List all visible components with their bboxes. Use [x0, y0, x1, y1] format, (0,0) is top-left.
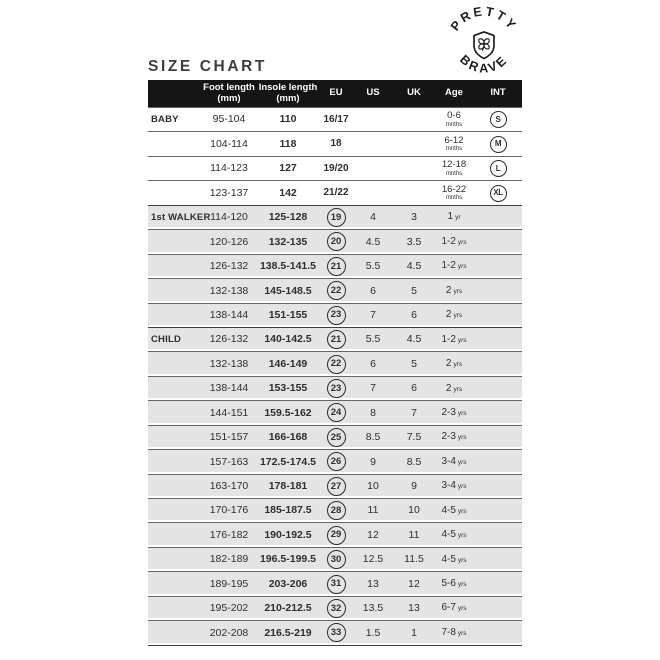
age-cell	[434, 310, 474, 320]
foot-length-value: 138-144	[209, 382, 249, 395]
eu-size-value: 32	[327, 599, 346, 618]
table-row	[148, 474, 522, 498]
table-body	[148, 107, 522, 646]
eu-size-cell	[320, 232, 352, 251]
uk-size-value: 6	[411, 308, 417, 321]
foot-length-value: 123-137	[209, 186, 249, 199]
insole-length-value: 145-148.5	[264, 284, 312, 297]
table-row	[148, 303, 522, 327]
eu-size-value: 19	[327, 208, 346, 227]
uk-size-value: 3	[411, 211, 417, 224]
header-eu: EU	[329, 87, 343, 99]
us-size-value: 13	[367, 577, 379, 590]
age-unit-label: mnths	[445, 195, 463, 202]
age-value: 1	[447, 211, 454, 223]
age-unit-label: mnths	[445, 170, 463, 177]
insole-length-value: 138.5-141.5	[259, 260, 317, 273]
table-row	[148, 180, 522, 204]
table-row	[148, 254, 522, 278]
insole-length-value: 203-206	[268, 577, 308, 590]
logo-text-top: PRETTY	[447, 4, 521, 34]
eu-size-cell	[320, 188, 352, 198]
age-cell	[434, 384, 474, 394]
age-value: 3-4	[441, 455, 456, 467]
section-label: CHILD	[151, 333, 182, 345]
foot-length-value: 189-195	[209, 577, 249, 590]
clover-icon	[478, 38, 491, 51]
section-label: BABY	[151, 113, 179, 125]
uk-size-value: 11	[408, 528, 420, 541]
age-value: 2	[445, 284, 452, 296]
table-row	[148, 449, 522, 473]
us-size-value: 7	[370, 308, 376, 321]
age-unit-label: yrs	[457, 629, 467, 637]
table-row	[148, 131, 522, 155]
us-size-value: 4	[370, 211, 376, 224]
age-value: 2	[445, 358, 452, 370]
insole-length-value: 127	[279, 162, 297, 175]
age-unit-label: yrs	[457, 336, 467, 344]
eu-size-cell	[320, 403, 352, 422]
us-size-value: 6	[370, 357, 376, 370]
age-value: 5-6	[441, 578, 456, 590]
age-value: 2-3	[441, 431, 456, 443]
eu-size-value: 16/17	[323, 113, 349, 125]
eu-size-cell	[320, 208, 352, 227]
uk-size-value: 10	[408, 504, 420, 517]
table-row	[148, 376, 522, 400]
section-label: 1st WALKER	[151, 211, 211, 223]
age-unit-label: yrs	[457, 263, 467, 271]
table-row	[148, 498, 522, 522]
age-cell	[434, 579, 474, 589]
insole-length-value: 178-181	[268, 480, 308, 493]
foot-length-value: 163-170	[209, 480, 249, 493]
table-row	[148, 107, 522, 131]
age-unit-label: yrs	[457, 532, 467, 540]
eu-size-value: 29	[327, 526, 346, 545]
foot-length-value: 138-144	[209, 308, 249, 321]
int-size-badge: S	[490, 111, 507, 128]
insole-length-value: 166-168	[268, 431, 308, 444]
age-cell	[434, 555, 474, 565]
table-row	[148, 522, 522, 546]
age-cell	[434, 408, 474, 418]
age-unit-label: yr	[455, 214, 461, 222]
eu-size-cell	[320, 115, 352, 125]
age-cell	[434, 286, 474, 296]
foot-length-value: 132-138	[209, 284, 249, 297]
table-row	[148, 327, 522, 351]
eu-size-cell	[320, 452, 352, 471]
age-unit-label: yrs	[457, 605, 467, 613]
age-value: 6-7	[441, 602, 456, 614]
int-size-cell	[474, 111, 522, 128]
age-cell	[434, 432, 474, 442]
insole-length-value: 153-155	[268, 382, 308, 395]
eu-size-value: 21/22	[323, 187, 349, 199]
us-size-value: 8.5	[365, 431, 381, 444]
us-size-value: 13.5	[362, 602, 384, 615]
eu-size-value: 23	[327, 379, 346, 398]
eu-size-value: 27	[327, 477, 346, 496]
foot-length-value: 170-176	[209, 504, 249, 517]
foot-length-value: 195-202	[209, 602, 249, 615]
foot-length-value: 126-132	[209, 260, 249, 273]
eu-size-value: 24	[327, 403, 346, 422]
uk-size-value: 6	[411, 382, 417, 395]
age-unit-label: yrs	[453, 287, 463, 295]
int-size-cell	[474, 136, 522, 153]
eu-size-cell	[320, 379, 352, 398]
age-value: 1-2	[441, 235, 456, 247]
age-unit-label: yrs	[453, 361, 463, 369]
age-value: 4-5	[441, 553, 456, 565]
age-cell	[434, 603, 474, 613]
table-row	[148, 351, 522, 375]
age-cell	[434, 261, 474, 271]
eu-size-cell	[320, 599, 352, 618]
age-unit-label: yrs	[457, 581, 467, 589]
age-cell	[434, 237, 474, 247]
eu-size-value: 25	[327, 428, 346, 447]
age-cell	[434, 185, 474, 202]
int-size-cell	[474, 160, 522, 177]
age-unit-label: yrs	[457, 483, 467, 491]
insole-length-value: 159.5-162	[264, 406, 312, 419]
uk-size-value: 8.5	[406, 455, 422, 468]
age-value: 4-5	[441, 529, 456, 541]
table-row	[148, 571, 522, 595]
eu-size-cell	[320, 623, 352, 642]
uk-size-value: 1	[411, 626, 417, 639]
eu-size-cell	[320, 428, 352, 447]
eu-size-value: 22	[327, 281, 346, 300]
us-size-value: 7	[370, 382, 376, 395]
foot-length-value: 114-123	[210, 162, 248, 175]
table-row	[148, 156, 522, 180]
age-cell	[434, 457, 474, 467]
eu-size-cell	[320, 477, 352, 496]
table-row	[148, 596, 522, 620]
insole-length-value: 185-187.5	[264, 504, 312, 517]
insole-length-value: 172.5-174.5	[259, 455, 317, 468]
table-row	[148, 229, 522, 253]
foot-length-value: 176-182	[209, 528, 249, 541]
eu-size-cell	[320, 550, 352, 569]
eu-size-value: 28	[327, 501, 346, 520]
us-size-value: 10	[367, 480, 379, 493]
age-unit-label: yrs	[457, 409, 467, 417]
uk-size-value: 3.5	[406, 235, 422, 248]
brand-logo	[442, 2, 526, 86]
uk-size-value: 13	[408, 602, 420, 615]
uk-size-value: 7.5	[406, 431, 422, 444]
age-cell	[434, 628, 474, 638]
eu-size-cell	[320, 139, 352, 149]
header-insole-length: Insole length (mm)	[258, 81, 318, 104]
insole-length-value: 196.5-199.5	[259, 553, 317, 566]
insole-length-value: 210-212.5	[264, 602, 312, 615]
age-unit-label: mnths	[445, 121, 463, 128]
foot-length-value: 132-138	[209, 357, 249, 370]
table-row	[148, 425, 522, 449]
age-value: 0-6	[447, 110, 461, 122]
age-value: 1-2	[441, 333, 456, 345]
age-cell	[434, 481, 474, 491]
us-size-value: 11	[367, 504, 379, 517]
foot-length-value: 114-120	[210, 211, 248, 224]
age-cell	[434, 359, 474, 369]
age-value: 6-12	[444, 134, 464, 146]
us-size-value: 9	[370, 455, 376, 468]
size-chart-table	[148, 80, 522, 646]
eu-size-value: 20	[327, 232, 346, 251]
us-size-value: 4.5	[365, 235, 381, 248]
age-unit-label: yrs	[453, 312, 463, 320]
eu-size-value: 18	[330, 138, 342, 150]
logo-text-bottom: BRAVE	[457, 52, 511, 76]
insole-length-value: 146-149	[268, 357, 308, 370]
age-unit-label: yrs	[457, 458, 467, 466]
age-value: 2-3	[441, 406, 456, 418]
uk-size-value: 7	[411, 406, 417, 419]
age-unit-label: yrs	[457, 238, 467, 246]
us-size-value: 6	[370, 284, 376, 297]
foot-length-value: 151-157	[209, 431, 249, 444]
insole-length-value: 132-135	[268, 235, 308, 248]
eu-size-value: 19/20	[323, 162, 349, 174]
int-size-badge: M	[490, 136, 507, 153]
us-size-value: 5.5	[365, 260, 381, 273]
insole-length-value: 190-192.5	[264, 528, 312, 541]
eu-size-value: 31	[327, 575, 346, 594]
uk-size-value: 9	[411, 480, 417, 493]
eu-size-value: 33	[327, 623, 346, 642]
header-int: INT	[490, 87, 506, 99]
uk-size-value: 12	[408, 577, 420, 590]
us-size-value: 12	[367, 528, 379, 541]
us-size-value: 5.5	[365, 333, 381, 346]
foot-length-value: 104-114	[210, 137, 248, 150]
eu-size-cell	[320, 355, 352, 374]
eu-size-value: 22	[327, 355, 346, 374]
eu-size-cell	[320, 501, 352, 520]
age-value: 3-4	[441, 480, 456, 492]
foot-length-value: 202-208	[209, 626, 249, 639]
eu-size-value: 30	[327, 550, 346, 569]
insole-length-value: 151-155	[268, 308, 308, 321]
eu-size-cell	[320, 257, 352, 276]
insole-length-value: 110	[279, 113, 297, 126]
age-cell	[434, 530, 474, 540]
table-row	[148, 400, 522, 424]
age-value: 16-22	[441, 183, 467, 195]
eu-size-cell	[320, 330, 352, 349]
age-value: 2	[445, 309, 452, 321]
table-row	[148, 547, 522, 571]
age-value: 12-18	[441, 159, 467, 171]
age-value: 7-8	[441, 626, 456, 638]
foot-length-value: 144-151	[209, 406, 249, 419]
us-size-value: 12.5	[362, 553, 384, 566]
foot-length-value: 120-126	[209, 235, 249, 248]
eu-size-value: 23	[327, 306, 346, 325]
eu-size-cell	[320, 164, 352, 174]
age-unit-label: yrs	[453, 385, 463, 393]
age-cell	[434, 335, 474, 345]
foot-length-value: 95-104	[212, 113, 246, 126]
header-us: US	[366, 87, 380, 99]
eu-size-value: 21	[327, 257, 346, 276]
age-unit-label: mnths	[445, 146, 463, 153]
foot-length-value: 126-132	[209, 333, 249, 346]
insole-length-value: 125-128	[268, 211, 308, 224]
age-value: 4-5	[441, 504, 456, 516]
age-value: 1-2	[441, 260, 456, 272]
table-row	[148, 278, 522, 302]
eu-size-cell	[320, 575, 352, 594]
eu-size-cell	[320, 526, 352, 545]
int-size-badge: L	[490, 160, 507, 177]
age-unit-label: yrs	[457, 556, 467, 564]
uk-size-value: 4.5	[406, 260, 422, 273]
header-uk: UK	[407, 87, 421, 99]
age-cell	[434, 111, 474, 128]
eu-size-value: 21	[327, 330, 346, 349]
foot-length-value: 157-163	[209, 455, 249, 468]
age-cell	[434, 506, 474, 516]
table-header	[148, 80, 522, 107]
int-size-cell	[474, 185, 522, 202]
header-foot-length: Foot length (mm)	[203, 81, 255, 104]
age-cell	[434, 160, 474, 177]
table-row	[148, 620, 522, 644]
page-title: SIZE CHART	[148, 58, 267, 75]
insole-length-value: 216.5-219	[264, 626, 312, 639]
us-size-value: 1.5	[365, 626, 381, 639]
us-size-value: 8	[370, 406, 376, 419]
age-cell	[434, 212, 474, 222]
insole-length-value: 142	[279, 186, 297, 199]
eu-size-cell	[320, 306, 352, 325]
uk-size-value: 5	[411, 357, 417, 370]
uk-size-value: 4.5	[406, 333, 422, 346]
insole-length-value: 140-142.5	[264, 333, 312, 346]
uk-size-value: 5	[411, 284, 417, 297]
age-value: 2	[445, 382, 452, 394]
int-size-badge: XL	[490, 185, 507, 202]
eu-size-value: 26	[327, 452, 346, 471]
foot-length-value: 182-189	[209, 553, 249, 566]
eu-size-cell	[320, 281, 352, 300]
table-row	[148, 205, 522, 229]
age-unit-label: yrs	[457, 434, 467, 442]
age-unit-label: yrs	[457, 507, 467, 515]
insole-length-value: 118	[279, 137, 297, 150]
uk-size-value: 11.5	[404, 553, 424, 566]
age-cell	[434, 136, 474, 153]
header-age: Age	[445, 87, 463, 99]
